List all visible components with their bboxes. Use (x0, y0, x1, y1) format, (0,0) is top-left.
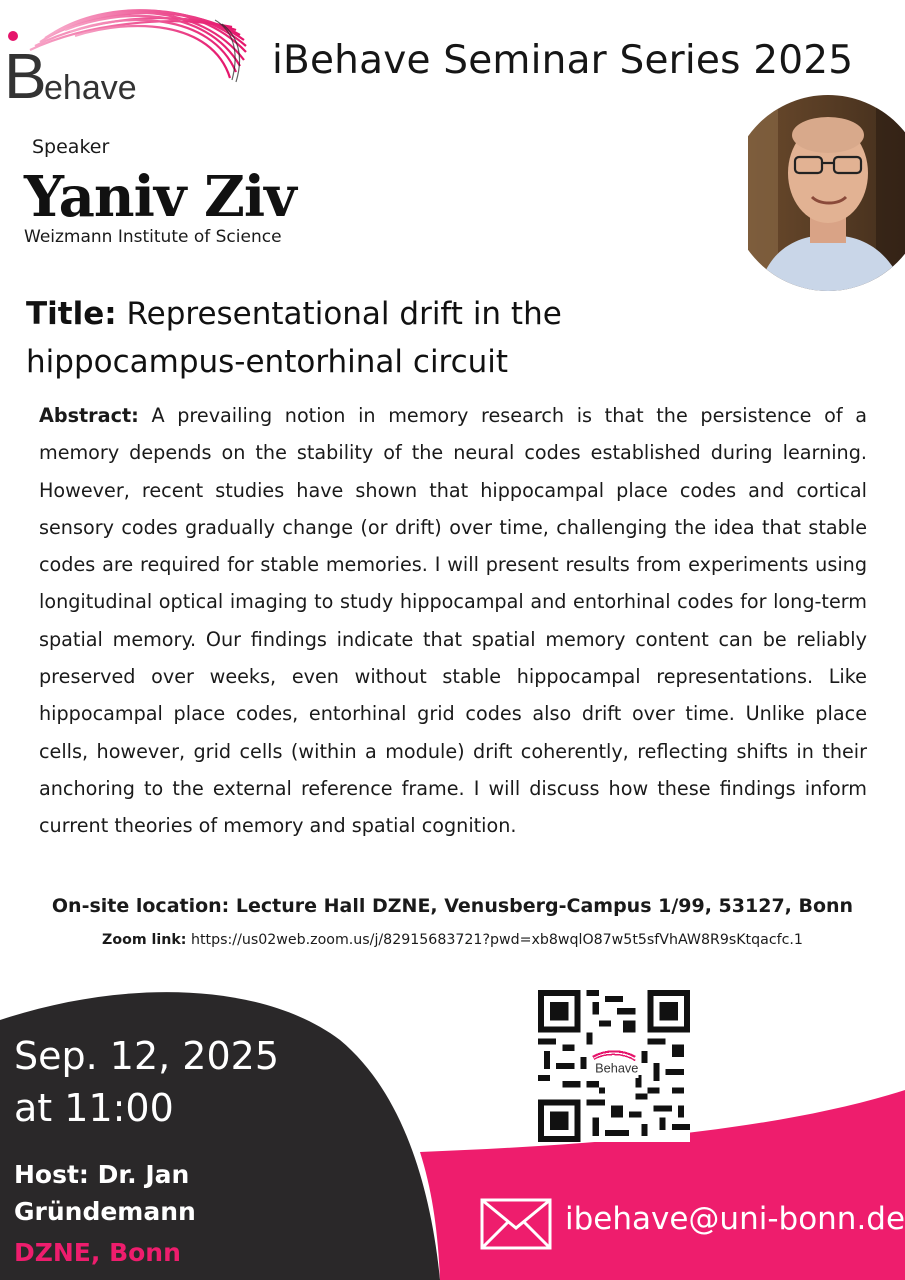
event-date-time: at 11:00 (14, 1086, 174, 1130)
ibehave-logo (0, 0, 250, 110)
host (14, 1156, 196, 1230)
host-organization: DZNE, Bonn (14, 1238, 181, 1267)
logo-text: ehave (44, 69, 137, 107)
zoom-line (0, 932, 905, 948)
host-line-1: Host: Dr. Jan (14, 1160, 190, 1189)
zoom-link[interactable]: https://us02web.zoom.us/j/82915683721?pwd=xb8wqlO87w5t5sfVhAW8R9sKtqacfc.1 (191, 932, 803, 948)
talk-title (26, 290, 746, 386)
contact-email[interactable]: ibehave@uni-bonn.de (565, 1201, 905, 1237)
speaker-name: Yaniv Ziv (24, 164, 296, 230)
speaker-photo (748, 95, 905, 293)
series-title: iBehave Seminar Series 2025 (272, 38, 854, 83)
qr-code[interactable] (538, 990, 690, 1142)
abstract (39, 397, 867, 845)
mail-icon (480, 1198, 552, 1250)
speaker-affiliation: Weizmann Institute of Science (24, 227, 282, 247)
title-text: Representational drift in the hippocampus-entorhinal circuit (26, 296, 562, 380)
abstract-label: Abstract: (39, 404, 139, 427)
qr-logo-text: Behave (595, 1060, 639, 1076)
event-date (14, 1030, 279, 1134)
title-label: Title: (26, 296, 117, 332)
event-date-day: Sep. 12, 2025 (14, 1034, 279, 1078)
host-line-2: Gründemann (14, 1197, 196, 1226)
zoom-label: Zoom link: (102, 932, 187, 948)
svg-text:B: B (4, 40, 47, 110)
abstract-text: A prevailing notion in memory research is that the persistence of a memory depends on the stability of the neural codes established during learning. However, recent studies have shown that hippocampal place codes and cortical sensory codes gradually change (or drift) over time, challenging the idea that stable codes are required for stable memories. I will present results from experiments using longitudinal optical imaging to study hippocampal and entorhinal codes for long-term spatial memory. Our findings indicate that spatial memory content can be reliably preserved over weeks, even without stable hippocampal representations. Like hippocampal place codes, entorhinal grid codes also drift over time. Unlike place cells, however, grid cells (within a module) drift coherently, reflecting shifts in their anchoring to the external reference frame. I will discuss how these findings inform current theories of memory and spatial cognition. (39, 404, 867, 838)
location: On-site location: Lecture Hall DZNE, Venusberg-Campus 1/99, 53127, Bonn (51, 895, 854, 917)
speaker-label: Speaker (32, 136, 110, 158)
